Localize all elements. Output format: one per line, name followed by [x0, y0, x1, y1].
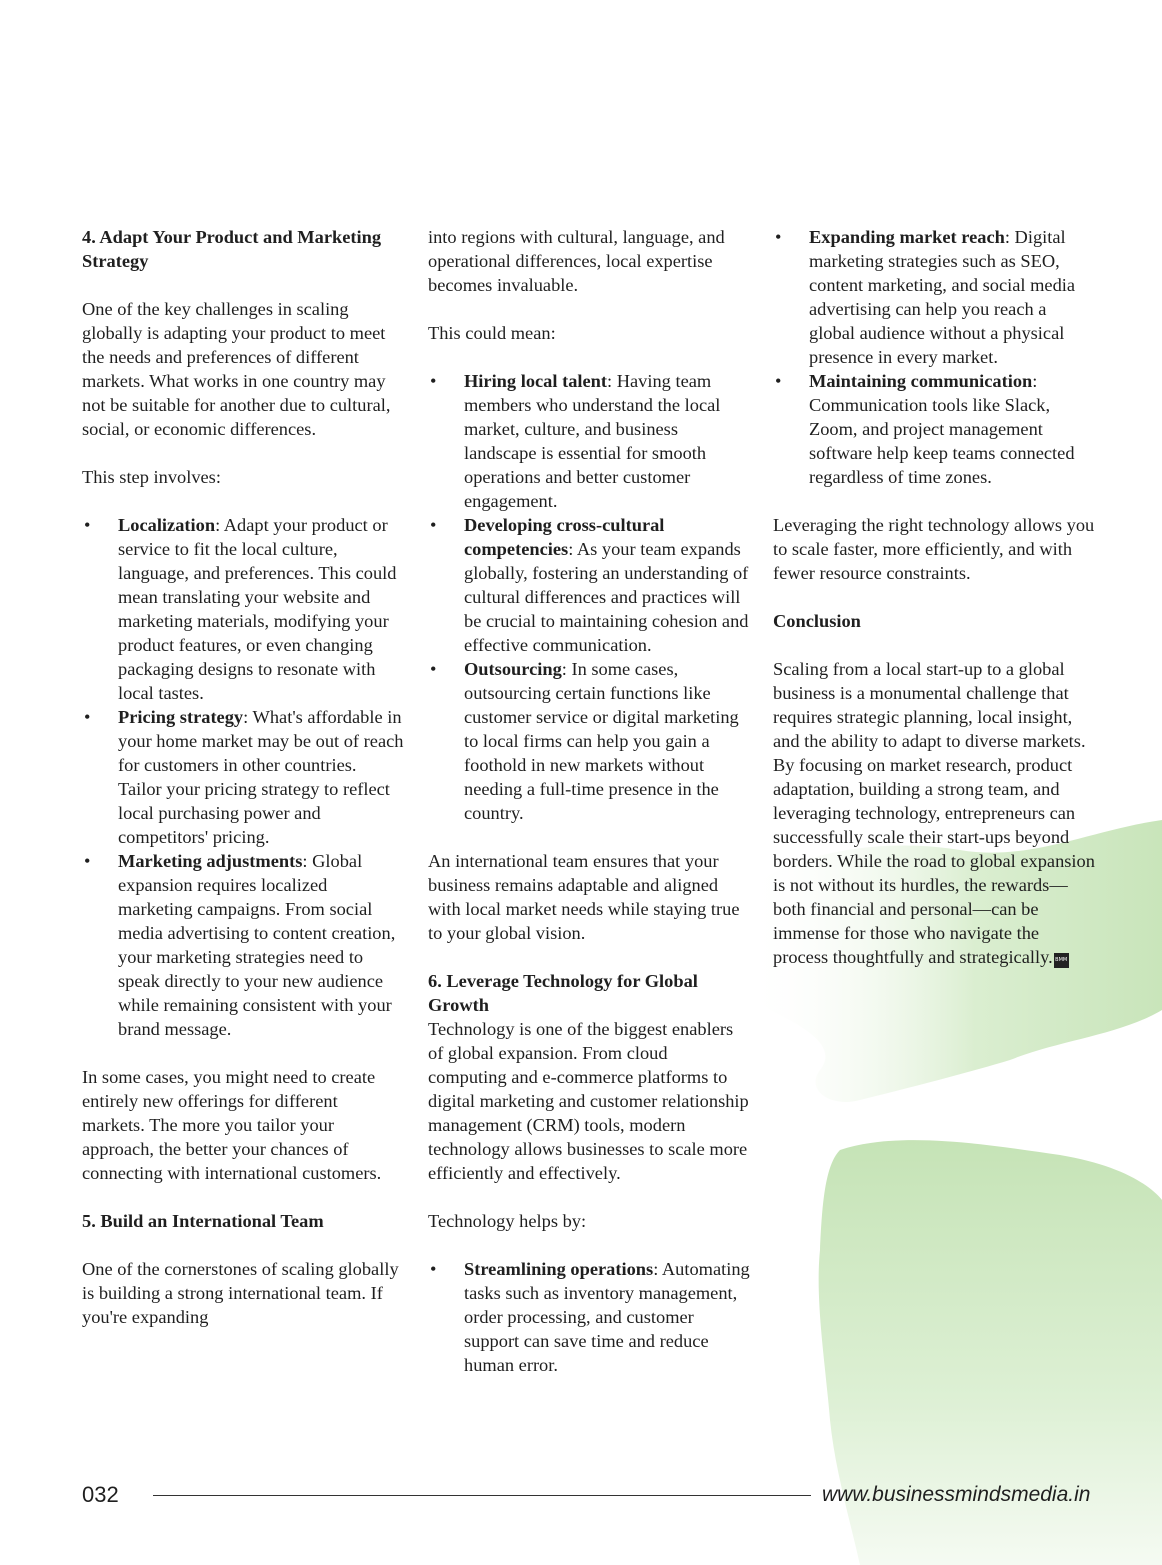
tailor-approach-paragraph: In some cases, you might need to create entirely new offerings for different markets. The more you tailor your approach, the better your chances of connecting with international customers.	[82, 1067, 382, 1183]
bullet-term: Maintaining communication	[809, 371, 1033, 391]
section-5-bullet-list	[428, 369, 750, 825]
bullet-marker: •	[84, 851, 91, 871]
step-involves-text: This step involves:	[82, 467, 221, 487]
bullet-term: Localization	[118, 515, 216, 535]
section-6-intro: Technology is one of the biggest enablers of global expansion. From cloud computing and e-commerce platforms to digital marketing and customer relationship management (CRM) tools, modern technology allows businesses to scale more efficiently and effectively.	[428, 1019, 749, 1183]
bullet-text: : In some cases, outsourcing certain functions like customer service or digital marketing to local firms can help you gain a foothold in new markets without needing a full-time presence in the country.	[464, 659, 739, 823]
list-item	[428, 513, 750, 657]
bullet-marker: •	[84, 707, 91, 727]
bullet-marker: •	[430, 515, 437, 535]
bullet-text: : Global expansion requires localized marketing campaigns. From social media advertising to content creation, your marketing strategies need to speak directly to your new audience while remaining consistent with your brand message.	[118, 851, 396, 1039]
bullet-text: : Communication tools like Slack, Zoom, and project management software help keep teams connected regardless of time zones.	[809, 371, 1075, 487]
list-item	[428, 657, 750, 825]
column-1	[82, 225, 404, 1329]
section-4-intro: One of the key challenges in scaling globally is adapting your product to meet the needs and preferences of different markets. What works in one country may not be suitable for another due to cultural, social, or economic differences.	[82, 299, 391, 439]
could-mean-text: This could mean:	[428, 323, 556, 343]
page-footer	[0, 1480, 1162, 1512]
bullet-marker: •	[430, 1259, 437, 1279]
bullet-text: : What's affordable in your home market may be out of reach for customers in other countries. Tailor your pricing strategy to reflect local purchasing power and competitors' pricing.	[118, 707, 404, 847]
technology-helps-text: Technology helps by:	[428, 1211, 587, 1231]
bullet-term: Expanding market reach	[809, 227, 1005, 247]
list-item	[428, 1257, 750, 1377]
bullet-text: : Automating tasks such as inventory management, order processing, and customer support can save time and reduce human error.	[464, 1259, 750, 1375]
page-number: 032	[82, 1482, 119, 1507]
section-5-heading: 5. Build an International Team	[82, 1211, 324, 1231]
section-6-heading: 6. Leverage Technology for Global Growth	[428, 971, 698, 1015]
bullet-marker: •	[430, 371, 437, 391]
section-4-heading: 4. Adapt Your Product and Marketing Strategy	[82, 227, 382, 271]
bullet-text: : Adapt your product or service to fit the local culture, language, and preferences. This could mean translating your website and marketing materials, modifying your product features, or even changing packaging designs to resonate with local tastes.	[118, 515, 397, 703]
column-3	[773, 225, 1095, 969]
bullet-term: Marketing adjustments	[118, 851, 303, 871]
list-item	[773, 369, 1095, 489]
website-url: www.businessmindsmedia.in	[822, 1483, 1091, 1506]
list-item	[773, 225, 1095, 369]
bmm-end-mark-icon: BMM	[1054, 953, 1069, 968]
list-item	[82, 705, 404, 849]
list-item	[428, 369, 750, 513]
bullet-text: : As your team expands globally, fostering an understanding of cultural differences and practices will be crucial to maintaining cohesion and effective communication.	[464, 539, 749, 655]
list-item	[82, 513, 404, 705]
section-5-intro: One of the cornerstones of scaling globally is building a strong international team. If you're expanding	[82, 1259, 399, 1327]
bullet-marker: •	[775, 371, 782, 391]
bullet-term: Developing cross-cultural competencies	[464, 515, 665, 559]
bullet-marker: •	[775, 227, 782, 247]
bullet-marker: •	[84, 515, 91, 535]
bullet-term: Outsourcing	[464, 659, 562, 679]
conclusion-paragraph	[773, 657, 1095, 969]
conclusion-text: Scaling from a local start-up to a global business is a monumental challenge that requires strategic planning, local insight, and the ability to adapt to diverse markets. By focusing on market research, product adaptation, building a strong team, and leveraging technology, entrepreneurs can successfully scale their start-ups beyond borders. While the road to global expansion is not without its hurdles, the rewards—both financial and personal—can be immense for those who navigate the process thoughtfully and strategically.	[773, 659, 1095, 967]
bullet-text: : Digital marketing strategies such as SEO, content marketing, and social media advertising can help you reach a global audience without a physical presence in every market.	[809, 227, 1076, 367]
section-6-bullet-list	[428, 1257, 750, 1377]
section-4-bullet-list	[82, 513, 404, 1041]
conclusion-heading: Conclusion	[773, 611, 861, 631]
column-2	[428, 225, 750, 1377]
bullet-term: Streamlining operations	[464, 1259, 654, 1279]
bullet-text: : Having team members who understand the local market, culture, and business landscape is essential for smooth operations and better customer engagement.	[464, 371, 721, 511]
list-item	[82, 849, 404, 1041]
footer-divider	[153, 1495, 811, 1496]
section-6-bullet-list-continued	[773, 225, 1095, 489]
bullet-term: Hiring local talent	[464, 371, 608, 391]
leveraging-technology-paragraph: Leveraging the right technology allows you to scale faster, more efficiently, and with fewer resource constraints.	[773, 515, 1095, 583]
bullet-term: Pricing strategy	[118, 707, 244, 727]
bullet-marker: •	[430, 659, 437, 679]
international-team-paragraph: An international team ensures that your business remains adaptable and aligned with local market needs while staying true to your global vision.	[428, 851, 740, 943]
section-5-continued: into regions with cultural, language, and operational differences, local expertise becomes invaluable.	[428, 227, 725, 295]
